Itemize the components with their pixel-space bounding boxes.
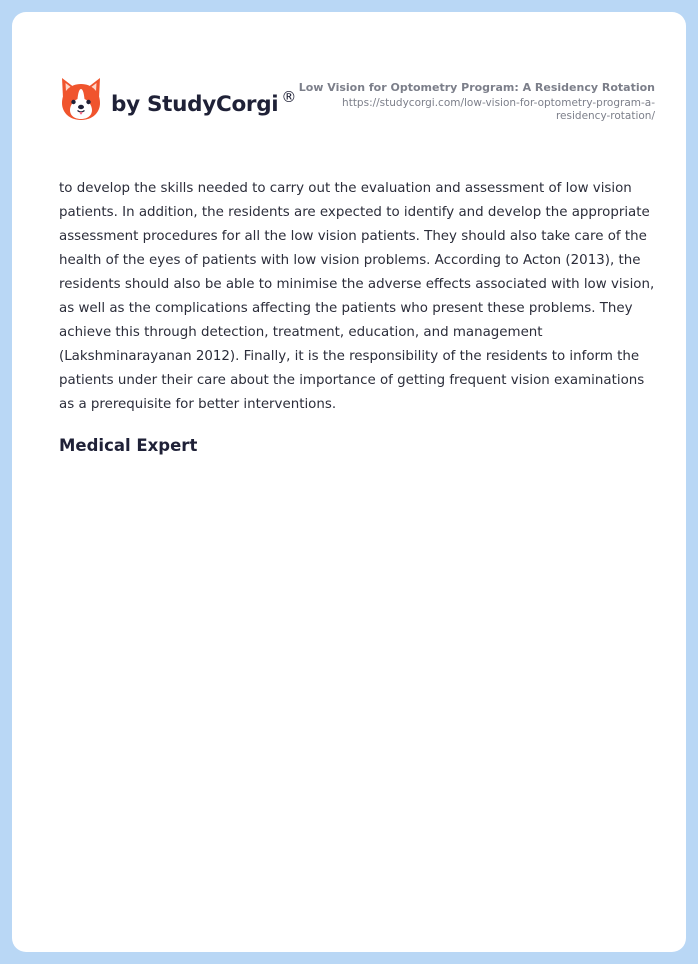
document-title: Low Vision for Optometry Program: A Residency Rotation xyxy=(298,81,655,94)
document-url[interactable]: https://studycorgi.com/low-vision-for-optometry-program-a-residency-rotation/ xyxy=(342,97,655,122)
page-content xyxy=(59,177,659,458)
body-paragraph: to develop the skills needed to carry out the evaluation and assessment of low vision patients. In addition, the residents are expected to identify and develop the appropriate assessment procedures for all the low vision patients. They should also take care of the health of the eyes of patients with low vision problems. According to Acton (2013), the residents should also be able to minimise the adverse effects associated with low vision, as well as the complications affecting the patients who present these problems. They achieve this through detection, treatment, education, and management (Lakshminarayanan 2012). Finally, it is the responsibility of the residents to inform the patients under their care about the importance of getting frequent vision examinations as a prerequisite for better interventions. xyxy=(59,181,655,412)
registered-mark: ® xyxy=(281,87,297,106)
page-header xyxy=(12,12,686,142)
document-meta xyxy=(295,80,655,123)
studycorgi-logo[interactable] xyxy=(59,76,296,122)
corgi-logo-icon xyxy=(59,76,103,122)
document-page xyxy=(12,12,686,952)
brand-name xyxy=(111,88,296,117)
section-heading: Medical Expert xyxy=(59,436,198,455)
brand-text: by StudyCorgi xyxy=(111,91,279,117)
